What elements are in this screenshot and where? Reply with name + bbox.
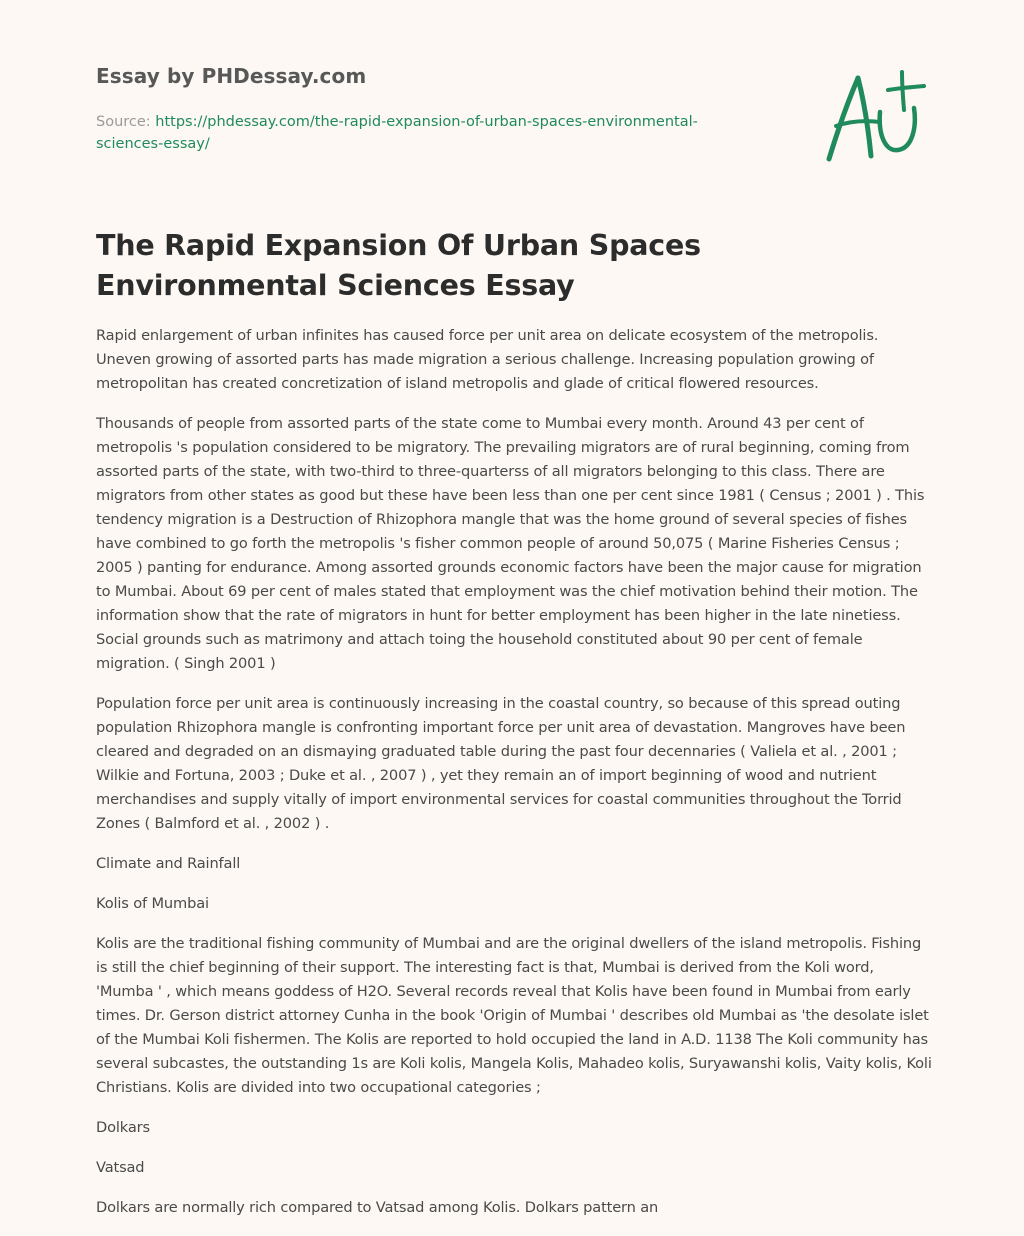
- essay-body: [96, 324, 932, 1236]
- section-heading-kolis: Kolis of Mumbai: [96, 895, 209, 912]
- source-line: [96, 111, 736, 155]
- paragraph: Dolkars are normally rich compared to Vatsad among Kolis. Dolkars pattern an: [96, 1199, 659, 1216]
- essay-title: The Rapid Expansion Of Urban Spaces Environmental Sciences Essay: [96, 229, 701, 302]
- site-title: Essay by PHDessay.com: [96, 64, 367, 88]
- category-vatsad: Vatsad: [96, 1159, 145, 1176]
- category-dolkars: Dolkars: [96, 1119, 150, 1136]
- a-plus-logo-graphic: [818, 66, 928, 166]
- source-label: Source:: [96, 114, 156, 130]
- paragraph: Rapid enlargement of urban infinites has caused force per unit area on delicate ecosystem of the metropolis. Uneven growing of assorted parts has made migration a serious challenge. Increasing population growing of metropolitan has created concretization of island metropolis and glade of critical flowered resources.: [96, 327, 879, 392]
- paragraph: Thousands of people from assorted parts of the state come to Mumbai every month. Around 43 per cent of metropolis 's population considered to be migratory. The prevailing migrators are of rural beginning, coming from assorted parts of the state, with two-third to three-quarterss of all migrators belonging to this class. There are migrators from other states as good but these have been less than one per cent since 1981 ( Census ; 2001 ) . This tendency migration is a Destruction of Rhizophora mangle that was the home ground of several species of fishes have combined to go forth the metropolis 's fisher common people of around 50,075 ( Marine Fisheries Census ; 2005 ) panting for endurance. Among assorted grounds economic factors have been the major cause for migration to Mumbai. About 69 per cent of males stated that employment was the chief motivation behind their motion. The information show that the rate of migrators in hunt for better employment has been higher in the late ninetiess. Social grounds such as matrimony and attach toing the household constituted about 90 per cent of female migration. ( Singh 2001 ): [96, 415, 925, 672]
- paragraph: Kolis are the traditional fishing community of Mumbai and are the original dwellers of the island metropolis. Fishing is still the chief beginning of their support. The interesting fact is that, Mumbai is derived from the Koli word, 'Mumba ' , which means goddess of H2O. Several records reveal that Kolis have been found in Mumbai from early times. Dr. Gerson district attorney Cunha in the book 'Origin of Mumbai ' describes old Mumbai as 'the desolate islet of the Mumbai Koli fishermen. The Kolis are reported to hold occupied the land in A.D. 1138 The Koli community has several subcastes, the outstanding 1s are Koli kolis, Mangela Kolis, Mahadeo kolis, Suryawanshi kolis, Vaity kolis, Koli Christians. Kolis are divided into two occupational categories ;: [96, 935, 932, 1096]
- source-link[interactable]: https://phdessay.com/the-rapid-expansion-of-urban-spaces-environmental-sciences-essay/: [96, 114, 698, 152]
- section-heading-climate: Climate and Rainfall: [96, 855, 241, 872]
- a-plus-logo-icon: [818, 66, 928, 166]
- paragraph: Population force per unit area is continuously increasing in the coastal country, so because of this spread outing population Rhizophora mangle is confronting important force per unit area of devastation. Mangroves have been cleared and degraded on an dismaying graduated table during the past four decennaries ( Valiela et al. , 2001 ; Wilkie and Fortuna, 2003 ; Duke et al. , 2007 ) , yet they remain an of import beginning of wood and nutrient merchandises and supply vitally of import environmental services for coastal communities throughout the Torrid Zones ( Balmford et al. , 2002 ) .: [96, 695, 906, 832]
